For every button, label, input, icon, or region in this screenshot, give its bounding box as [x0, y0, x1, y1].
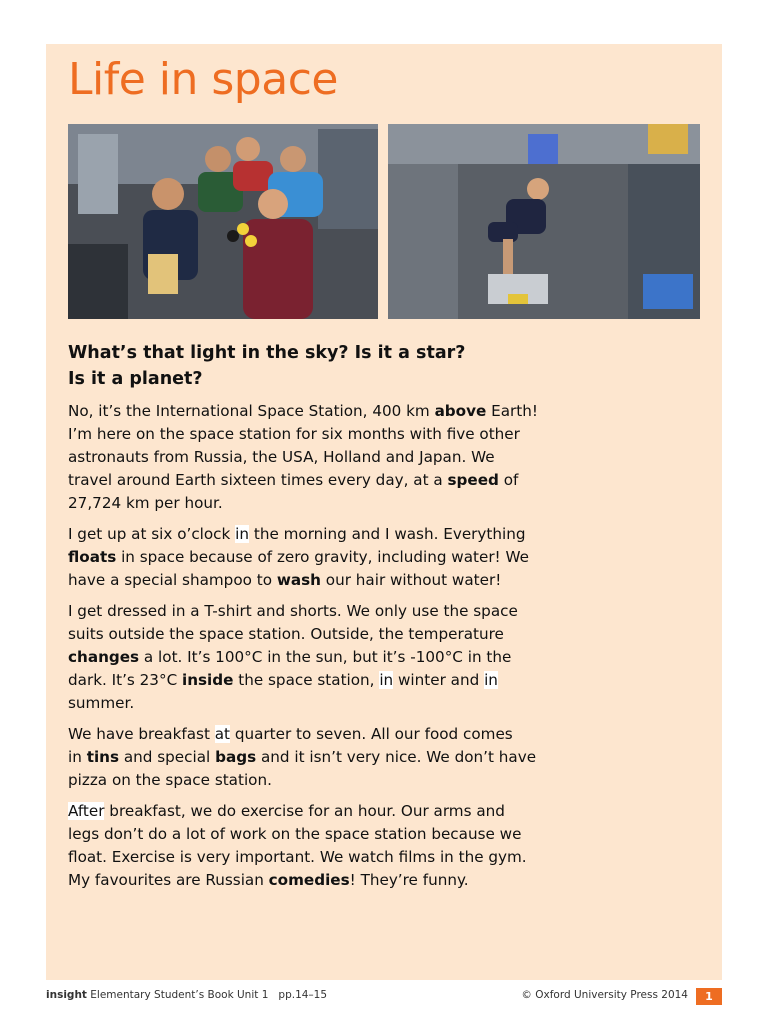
vocabulary-word: above: [434, 402, 487, 420]
paragraph-line: [68, 569, 688, 592]
vocabulary-word: wash: [276, 571, 321, 589]
text-run: the space station,: [233, 671, 380, 689]
paragraph-line: [68, 446, 688, 469]
text-run: I get up at six o’clock: [68, 525, 236, 543]
space-station-interior-illustration: [388, 124, 700, 319]
text-run: I get dressed in a T-shirt and shorts. We only use the space: [68, 602, 518, 620]
footer-brand: insight: [46, 989, 87, 1001]
article-paragraph: [68, 523, 688, 592]
paragraph-line: [68, 669, 688, 692]
article-paragraph: [68, 800, 688, 892]
text-run: breakfast, we do exercise for an hour. Our arms and: [104, 802, 505, 820]
paragraph-line: [68, 492, 688, 515]
article-paragraph: [68, 400, 688, 515]
footer-book-title: Elementary Student’s Book Unit 1 pp.14–15: [86, 989, 328, 1001]
text-run: winter and: [393, 671, 485, 689]
text-run: Earth!: [486, 402, 538, 420]
text-run: pizza on the space station.: [68, 771, 272, 789]
text-run: We have breakfast: [68, 725, 215, 743]
text-run: astronauts from Russia, the USA, Holland and Japan. We: [68, 448, 495, 466]
vocabulary-word: tins: [86, 748, 120, 766]
vocabulary-word: bags: [215, 748, 257, 766]
paragraph-line: [68, 823, 688, 846]
text-run: in space because of zero gravity, including water! We: [116, 548, 529, 566]
text-run: No, it’s the International Space Station, 400 km: [68, 402, 435, 420]
astronaut-exercising-photo: [388, 124, 700, 319]
paragraph-line: [68, 523, 688, 546]
vocabulary-word: inside: [182, 671, 234, 689]
vocabulary-word: speed: [447, 471, 499, 489]
paragraph-line: [68, 692, 688, 715]
text-run: our hair without water!: [320, 571, 502, 589]
text-run: travel around Earth sixteen times every day, at a: [68, 471, 448, 489]
heading-line: Is it a planet?: [68, 369, 203, 389]
paragraph-line: [68, 723, 688, 746]
text-run: of: [498, 471, 519, 489]
text-run: dark. It’s 23°C: [68, 671, 182, 689]
heading-line: What’s that light in the sky? Is it a star?: [68, 343, 466, 363]
paragraph-line: [68, 800, 688, 823]
highlighted-word: at: [214, 725, 231, 743]
article-paragraph: [68, 600, 688, 715]
paragraph-line: [68, 846, 688, 869]
page-title: Life in space: [68, 54, 338, 105]
astronauts-group-photo: [68, 124, 378, 319]
vocabulary-word: comedies: [268, 871, 350, 889]
text-run: legs don’t do a lot of work on the space station because we: [68, 825, 522, 843]
text-run: I’m here on the space station for six months with five other: [68, 425, 520, 443]
paragraph-line: [68, 469, 688, 492]
text-run: summer.: [68, 694, 135, 712]
astronauts-group-illustration: [68, 124, 378, 319]
paragraph-line: [68, 600, 688, 623]
vocabulary-word: changes: [68, 648, 140, 666]
highlighted-word: in: [484, 671, 498, 689]
paragraph-line: [68, 546, 688, 569]
text-run: a lot. It’s 100°C in the sun, but it’s -100°C in the: [139, 648, 512, 666]
text-run: in: [68, 748, 87, 766]
highlighted-word: After: [68, 802, 105, 820]
paragraph-line: [68, 423, 688, 446]
article-panel: [46, 44, 722, 980]
text-run: 27,724 km per hour.: [68, 494, 223, 512]
highlighted-word: in: [379, 671, 394, 689]
article-body: [68, 400, 688, 900]
text-run: and special: [119, 748, 216, 766]
paragraph-line: [68, 646, 688, 669]
footer-book-info: [46, 989, 327, 1001]
text-run: quarter to seven. All our food comes: [230, 725, 513, 743]
text-run: My favourites are Russian: [68, 871, 269, 889]
text-run: and it isn’t very nice. We don’t have: [256, 748, 537, 766]
highlighted-word: in: [235, 525, 250, 543]
paragraph-line: [68, 769, 688, 792]
text-run: suits outside the space station. Outside, the temperature: [68, 625, 504, 643]
footer-copyright: © Oxford University Press 2014: [521, 989, 688, 1001]
paragraph-line: [68, 869, 688, 892]
vocabulary-word: floats: [68, 548, 117, 566]
article-heading: [68, 340, 688, 392]
page-number-badge: 1: [696, 988, 722, 1005]
paragraph-line: [68, 746, 688, 769]
text-run: ! They’re funny.: [349, 871, 469, 889]
paragraph-line: [68, 623, 688, 646]
article-paragraph: [68, 723, 688, 792]
text-run: float. Exercise is very important. We watch films in the gym.: [68, 848, 527, 866]
text-run: the morning and I wash. Everything: [249, 525, 526, 543]
text-run: have a special shampoo to: [68, 571, 277, 589]
paragraph-line: [68, 400, 688, 423]
